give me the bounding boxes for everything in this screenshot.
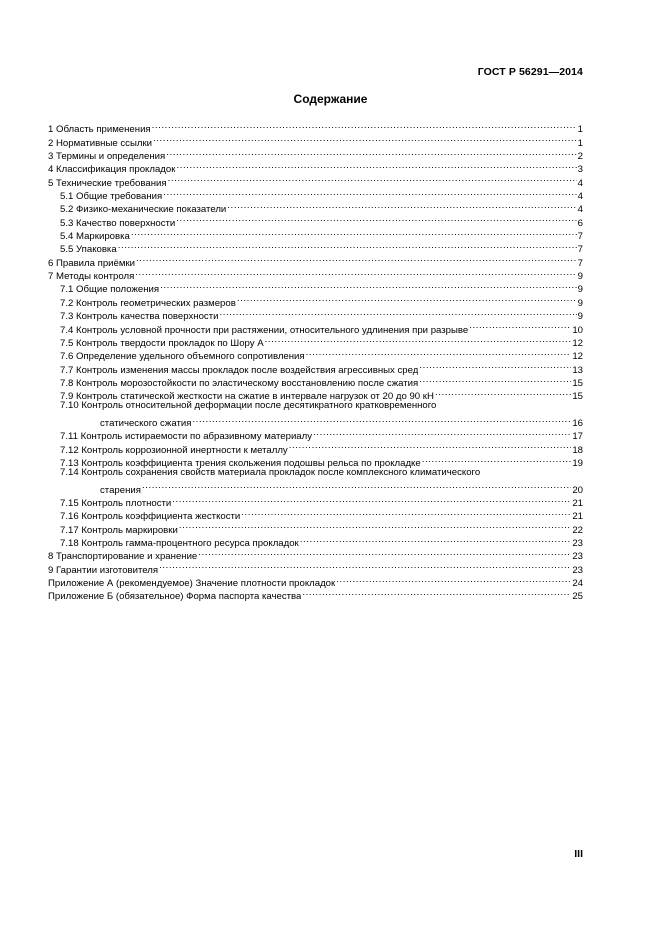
- toc-entry-page: 19: [572, 457, 583, 469]
- toc-leader-dots: [302, 586, 571, 599]
- toc-leader-dots: [219, 306, 576, 319]
- toc-entry-page: 10: [572, 324, 583, 336]
- toc-entry-page: 17: [572, 431, 583, 443]
- toc-entry[interactable]: [48, 239, 583, 256]
- toc-leader-dots: [142, 479, 571, 492]
- toc-entry-page: 21: [572, 497, 583, 509]
- toc-entry-label: 7.7 Контроль изменения массы прокладок после воздействия агрессивных сред: [60, 364, 419, 376]
- toc-entry-label: 7.11 Контроль истираемости по абразивному материалу: [60, 431, 313, 443]
- toc-leader-dots: [306, 346, 572, 359]
- toc-entry-page: 1: [577, 124, 583, 136]
- toc-entry-label: 7.14 Контроль сохранения свойств материала прокладок после комплексного климатического: [60, 466, 481, 478]
- toc-leader-dots: [469, 319, 571, 332]
- toc-entry-page: 20: [572, 484, 583, 496]
- toc-leader-dots: [152, 119, 577, 132]
- toc-leader-dots: [265, 333, 572, 346]
- toc-entry-page: 9: [577, 311, 583, 323]
- toc-leader-dots: [419, 373, 571, 386]
- toc-entry-page: 15: [572, 391, 583, 403]
- toc-leader-dots: [118, 239, 577, 252]
- toc-entry-label: 7.10 Контроль относительной деформации после десятикратного кратковременного: [60, 400, 437, 412]
- toc-leader-dots: [422, 453, 572, 466]
- toc-leader-dots: [198, 546, 571, 559]
- toc-leader-dots: [179, 519, 572, 532]
- toc-entry-label: 5.5 Упаковка: [60, 244, 117, 256]
- toc-leader-dots: [153, 132, 577, 145]
- toc-leader-dots: [419, 359, 571, 372]
- toc-entry-page: 7: [577, 231, 583, 243]
- toc-entry-label: 6 Правила приёмки: [48, 257, 135, 269]
- toc-leader-dots: [192, 413, 571, 426]
- toc-entry-label: 7.6 Определение удельного объемного сопротивления: [60, 351, 305, 363]
- toc-entry-label: 5.2 Физико-механические показатели: [60, 204, 227, 216]
- page-number: III: [574, 848, 583, 860]
- toc-entry-page: 1: [577, 137, 583, 149]
- toc-leader-dots: [160, 279, 577, 292]
- toc-leader-dots: [241, 506, 571, 519]
- toc-entry-label: 5.4 Маркировка: [60, 231, 130, 243]
- toc-entry-label: 5.3 Качество поверхности: [60, 217, 176, 229]
- toc-entry-page: 12: [572, 337, 583, 349]
- toc-leader-dots: [172, 493, 571, 506]
- toc-entry-label: 7.5 Контроль твердости прокладок по Шору А: [60, 337, 264, 349]
- toc-leader-dots: [135, 266, 576, 279]
- toc-entry-label: 7.15 Контроль плотности: [60, 497, 172, 509]
- toc-entry-label: 7.17 Контроль маркировки: [60, 524, 178, 536]
- toc-entry-label: 7.8 Контроль морозостойкости по эластическому восстановлению после сжатия: [60, 377, 419, 389]
- toc-entry-page: 16: [572, 417, 583, 429]
- toc-entry-page: 23: [572, 538, 583, 549]
- toc-entry-page: 13: [572, 364, 583, 376]
- toc-entry-label: 7.4 Контроль условной прочности при растяжении, относительного удлинения при разрыве: [60, 324, 469, 336]
- toc-entry-label: 2 Нормативные ссылки: [48, 137, 153, 149]
- toc-leader-dots: [289, 439, 572, 452]
- toc-entry-page: 4: [577, 191, 583, 203]
- toc-entry-page: 9: [577, 284, 583, 296]
- toc-leader-dots: [166, 146, 576, 159]
- toc-leader-dots: [176, 159, 576, 172]
- toc-entry-label: 8 Транспортирование и хранение: [48, 551, 198, 563]
- toc-entry-label: 7.9 Контроль статической жесткости на сжатие в интервале нагрузок от 20 до 90 кН: [60, 391, 434, 403]
- toc-entry[interactable]: [48, 479, 583, 496]
- toc-entry-label: 7.16 Контроль коэффициента жесткости: [60, 511, 241, 523]
- toc-entry-page: 9: [577, 271, 583, 283]
- toc-leader-dots: [176, 212, 576, 225]
- toc-entry-label: 7 Методы контроля: [48, 271, 135, 283]
- toc-leader-dots: [163, 186, 576, 199]
- toc-entry-page: 21: [572, 511, 583, 523]
- toc-entry-page: 2: [577, 151, 583, 163]
- toc-entry-page: 18: [572, 444, 583, 456]
- toc-entry-label: 7.1 Общие положения: [60, 284, 160, 296]
- toc-entry[interactable]: [48, 413, 583, 429]
- toc-leader-dots: [136, 252, 577, 265]
- toc-entry-page: 23: [572, 564, 583, 576]
- toc-entry-page: 4: [577, 204, 583, 216]
- toc-entry-label: 9 Гарантии изготовителя: [48, 564, 159, 576]
- toc-title: Содержание: [293, 92, 368, 106]
- toc-entry[interactable]: [48, 119, 583, 136]
- toc-entry-page: 24: [572, 578, 583, 590]
- toc-entry-page: 7: [577, 244, 583, 256]
- toc-leader-dots: [313, 426, 571, 439]
- toc-entry-page: 6: [577, 217, 583, 229]
- toc-entry-page: 4: [577, 177, 583, 189]
- toc-entry-label: Приложение А (рекомендуемое) Значение плотности прокладок: [48, 578, 336, 590]
- toc-leader-dots: [227, 199, 576, 212]
- toc-entry-label: 5 Технические требования: [48, 177, 167, 189]
- toc-entry-label: 7.12 Контроль коррозионной инертности к металлу: [60, 444, 288, 456]
- toc-leader-dots: [159, 559, 571, 572]
- toc-entry-page: 22: [572, 524, 583, 536]
- toc-entry-label: 7.2 Контроль геометрических размеров: [60, 297, 236, 309]
- toc-leader-dots: [237, 292, 577, 305]
- toc-entry-label: 7.3 Контроль качества поверхности: [60, 311, 219, 323]
- toc-entry-label: 7.13 Контроль коэффициента трения скольжения подошвы рельса по прокладке: [60, 457, 421, 469]
- toc-leader-dots: [300, 533, 572, 546]
- toc-entry-page: 7: [577, 257, 583, 269]
- table-of-contents: [48, 119, 583, 603]
- toc-entry-label: 3 Термины и определения: [48, 151, 166, 163]
- toc-entry-label: Приложение Б (обязательное) Форма паспорта качества: [48, 591, 302, 603]
- toc-entry-page: 3: [577, 164, 583, 176]
- toc-leader-dots: [131, 226, 577, 239]
- toc-entry-page: 25: [572, 591, 583, 603]
- toc-leader-dots: [435, 386, 571, 399]
- toc-entry-label: 5.1 Общие требования: [60, 191, 163, 203]
- toc-entry-page: 15: [572, 377, 583, 389]
- toc-entry-continuation: статического сжатия: [100, 417, 192, 429]
- toc-entry-page: 9: [577, 297, 583, 309]
- toc-leader-dots: [168, 172, 577, 185]
- toc-leader-dots: [336, 573, 571, 586]
- toc-entry[interactable]: [48, 252, 583, 269]
- toc-entry-page: 12: [572, 351, 583, 363]
- document-code: ГОСТ Р 56291—2014: [477, 66, 583, 78]
- toc-entry-label: 4 Классификация прокладок: [48, 164, 176, 176]
- toc-entry-continuation: старения: [100, 484, 141, 496]
- toc-entry-label: 7.18 Контроль гамма-процентного ресурса прокладок: [60, 538, 299, 549]
- toc-entry-page: 23: [572, 551, 583, 563]
- toc-entry-label: 1 Область применения: [48, 124, 151, 136]
